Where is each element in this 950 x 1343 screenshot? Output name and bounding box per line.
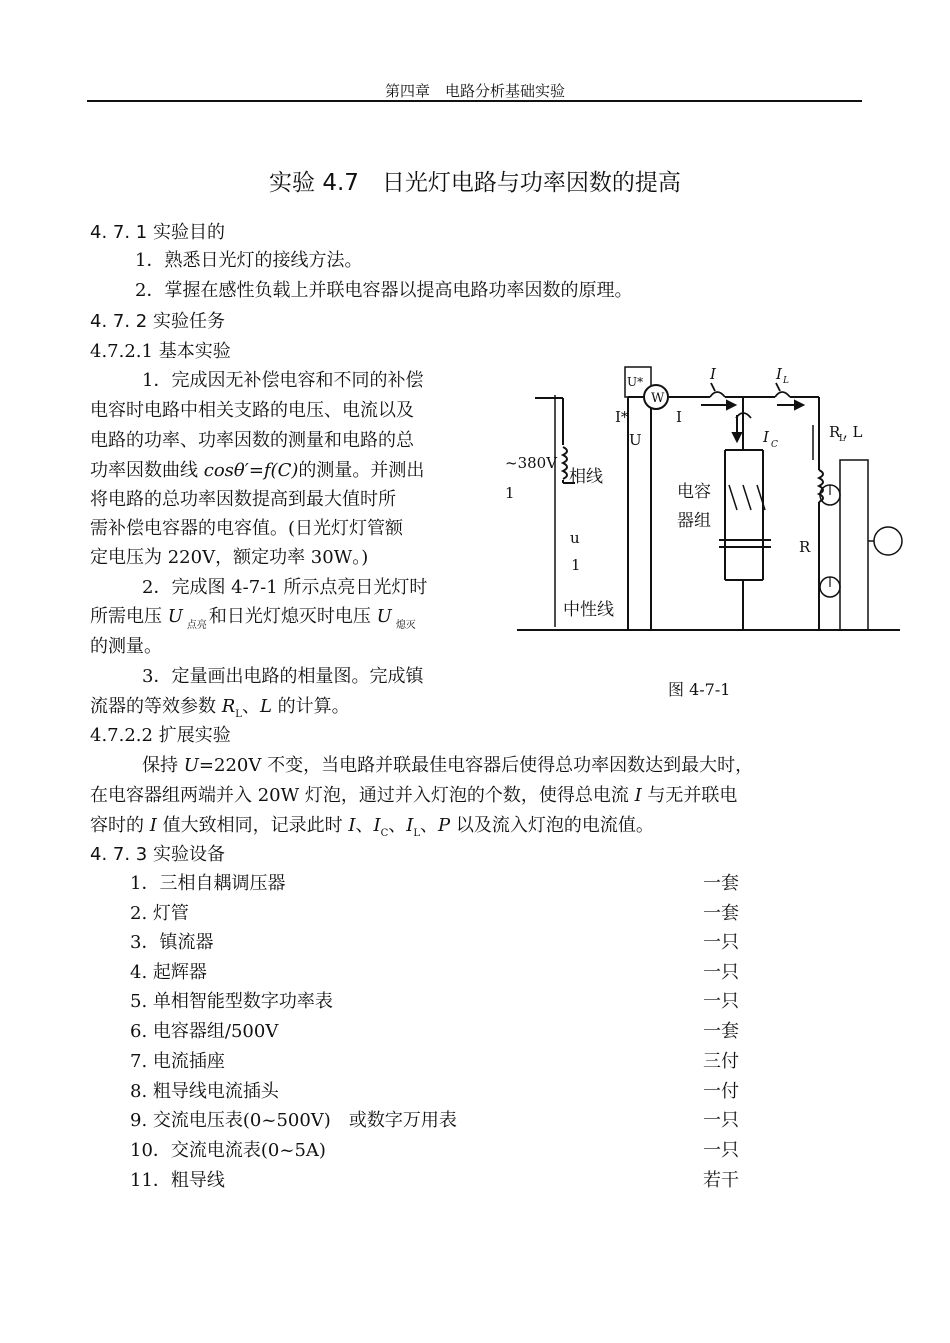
subscript: 熄灭 xyxy=(395,620,416,631)
equipment-name: 1．三相自耦调压器 xyxy=(130,873,286,894)
figure-label: I xyxy=(676,408,682,426)
basic-text-line: 2．完成图 4-7-1 所示点亮日光灯时 xyxy=(142,577,428,598)
equipment-qty: 三付 xyxy=(703,1051,739,1072)
section-heading-equipment: 4. 7. 3 实验设备 xyxy=(90,844,225,865)
equipment-qty: 一只 xyxy=(703,962,739,983)
equipment-name: 8. 粗导线电流插头 xyxy=(130,1081,279,1102)
symbol-u: U xyxy=(183,755,199,776)
section-heading-tasks: 4. 7. 2 实验任务 xyxy=(90,311,225,332)
text-run: 与无并联电 xyxy=(641,785,738,806)
figure-label: R xyxy=(829,423,841,441)
header-rule xyxy=(87,100,862,102)
basic-text-line: 1．完成因无补偿电容和不同的补偿 xyxy=(142,370,424,391)
equipment-name: 10．交流电流表(0~5A) xyxy=(130,1140,326,1161)
equipment-name: 2. 灯管 xyxy=(130,903,189,924)
formula: cosθ′=f(C) xyxy=(203,460,299,481)
extension-text-line xyxy=(90,781,737,807)
text-run: 容时的 xyxy=(90,815,150,836)
figure-label: 1 xyxy=(505,484,515,502)
figure-label: W xyxy=(651,391,665,406)
text-run: 的测量。并测出 xyxy=(298,460,425,481)
page-title: 实验 4.7 日光灯电路与功率因数的提高 xyxy=(269,170,681,196)
symbol-i: I xyxy=(634,785,642,806)
equipment-qty: 一套 xyxy=(703,1021,739,1042)
text-run: 以及流入灯泡的电流值。 xyxy=(450,815,654,836)
equipment-name: 4. 起辉器 xyxy=(130,962,207,983)
symbol-i: I xyxy=(348,815,356,836)
basic-text-line: 需补偿电容器的电容值。(日光灯灯管额 xyxy=(90,518,404,539)
text-run: 、 xyxy=(355,815,374,836)
figure-label: , L xyxy=(843,423,863,441)
equipment-qty: 若干 xyxy=(703,1170,739,1191)
symbol-i: I xyxy=(149,815,157,836)
figure-label: I xyxy=(763,428,769,446)
basic-text-line: 电容时电路中相关支路的电压、电流以及 xyxy=(90,400,414,421)
subscript: L xyxy=(413,828,420,839)
objective-item: 1．熟悉日光灯的接线方法。 xyxy=(135,250,363,271)
text-run: 保持 xyxy=(142,755,184,776)
symbol-u: U xyxy=(167,606,183,627)
subsection-heading-basic: 4.7.2.1 基本实验 xyxy=(90,341,231,362)
text-run: 值大致相同，记录此时 xyxy=(156,815,349,836)
text-run: =220V 不变，当电路并联最佳电容器后使得总功率因数达到最大时， xyxy=(198,755,754,776)
text-run: 功率因数曲线 xyxy=(90,460,204,481)
equipment-name: 11．粗导线 xyxy=(130,1170,225,1191)
figure-label: U* xyxy=(627,375,644,389)
subscript: L xyxy=(235,709,242,720)
basic-text-line xyxy=(90,692,350,720)
figure-caption: 图 4-7-1 xyxy=(668,680,731,699)
symbol-i: I xyxy=(406,815,414,836)
figure-label: R xyxy=(799,538,811,556)
figure-label: I xyxy=(776,365,782,383)
subscript: C xyxy=(380,828,389,839)
figure-label: 中性线 xyxy=(563,600,614,620)
basic-text-line: 将电路的总功率因数提高到最大值时所 xyxy=(90,489,396,510)
figure-label: I xyxy=(710,365,716,383)
text-run: 流器的等效参数 xyxy=(90,696,222,717)
figure-label: 器组 xyxy=(677,511,711,531)
symbol-i: I xyxy=(373,815,381,836)
figure-label: I* xyxy=(615,408,629,426)
basic-text-line: 的测量。 xyxy=(90,636,162,657)
symbol-u: U xyxy=(376,606,392,627)
basic-text-line: 电路的功率、功率因数的测量和电路的总 xyxy=(90,430,414,451)
figure-label: u xyxy=(570,529,580,547)
figure-label: C xyxy=(771,440,778,450)
equipment-qty: 一只 xyxy=(703,1140,739,1161)
basic-text-line xyxy=(90,456,424,482)
figure-label: 1 xyxy=(571,556,581,574)
running-header: 第四章 电路分析基础实验 xyxy=(384,82,565,100)
text-run: 的计算。 xyxy=(271,696,350,717)
text-run: 在电容器组两端并入 20W 灯泡，通过并入灯泡的个数，使得总电流 xyxy=(90,785,635,806)
equipment-qty: 一只 xyxy=(703,1110,739,1131)
equipment-name: 7. 电流插座 xyxy=(130,1051,225,1072)
symbol-r: R xyxy=(221,696,236,717)
symbol-l: L xyxy=(259,696,272,717)
extension-text-line xyxy=(90,811,654,839)
figure-label: U xyxy=(629,431,642,449)
subsection-heading-extension: 4.7.2.2 扩展实验 xyxy=(90,725,231,746)
figure-label: L xyxy=(839,434,845,444)
figure-label: ~380V xyxy=(505,454,558,472)
equipment-qty: 一只 xyxy=(703,991,739,1012)
equipment-name: 6. 电容器组/500V xyxy=(130,1021,279,1042)
text-run: 、 xyxy=(419,815,438,836)
circuit-diagram xyxy=(505,355,925,665)
equipment-name: 9. 交流电压表(0~500V) 或数字万用表 xyxy=(130,1110,457,1131)
text-run: 和日光灯熄灭时电压 xyxy=(208,606,377,627)
equipment-qty: 一付 xyxy=(703,1081,739,1102)
equipment-qty: 一套 xyxy=(703,873,739,894)
equipment-name: 5. 单相智能型数字功率表 xyxy=(130,991,333,1012)
objective-item: 2．掌握在感性负载上并联电容器以提高电路功率因数的原理。 xyxy=(135,280,633,301)
figure-label: 电容 xyxy=(677,482,711,502)
text-run: 、 xyxy=(241,696,260,717)
basic-text-line: 3．定量画出电路的相量图。完成镇 xyxy=(142,666,424,687)
figure-label: 相线 xyxy=(569,467,603,487)
symbol-p: P xyxy=(437,815,451,836)
equipment-qty: 一套 xyxy=(703,903,739,924)
equipment-name: 3．镇流器 xyxy=(130,932,214,953)
subscript: 点亮 xyxy=(186,620,207,631)
text-run: 所需电压 xyxy=(90,606,168,627)
figure-label: L xyxy=(783,376,789,386)
equipment-qty: 一只 xyxy=(703,932,739,953)
section-heading-objectives: 4. 7. 1 实验目的 xyxy=(90,222,225,243)
basic-text-line: 定电压为 220V，额定功率 30W。) xyxy=(90,547,369,568)
basic-text-line xyxy=(90,602,418,631)
extension-text-line xyxy=(142,751,753,777)
text-run: 、 xyxy=(388,815,407,836)
